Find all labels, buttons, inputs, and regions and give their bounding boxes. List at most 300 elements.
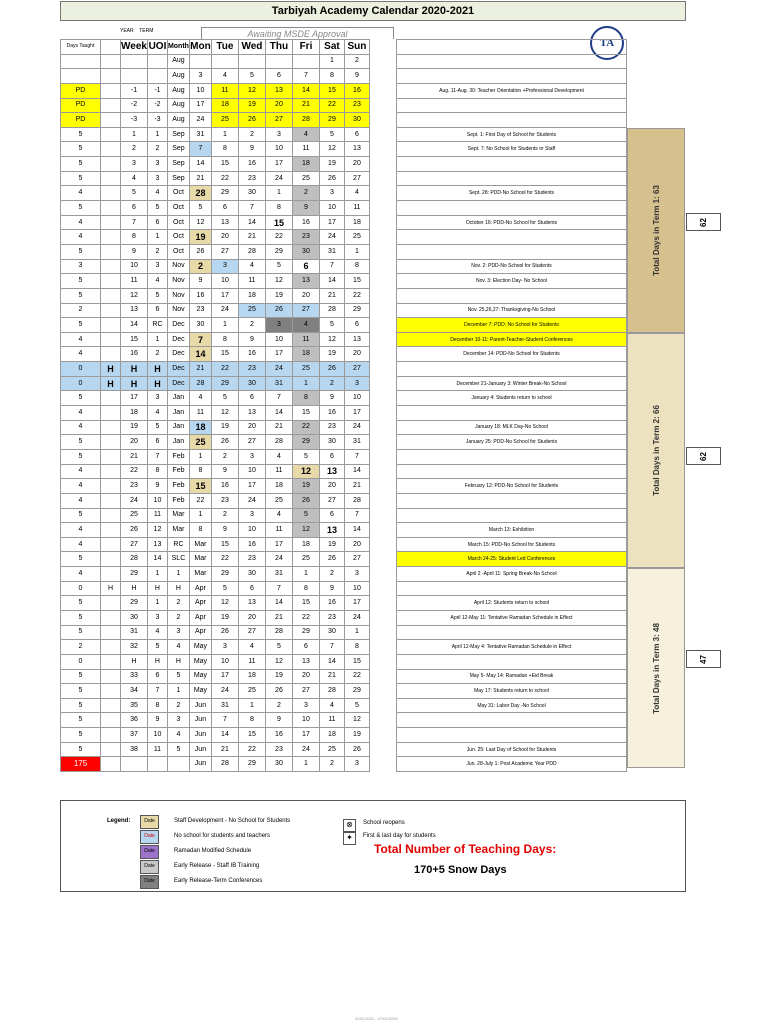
- calendar-cell: Oct: [167, 244, 189, 259]
- calendar-cell: [101, 259, 121, 274]
- calendar-cell: Dec: [167, 332, 189, 347]
- note-cell: Nov. 3: Election Day- No School: [397, 274, 627, 289]
- calendar-cell: 5: [292, 449, 319, 464]
- calendar-cell: 4: [238, 259, 265, 274]
- calendar-row: [61, 713, 422, 728]
- calendar-cell: 33: [121, 669, 148, 684]
- calendar-cell: 1: [344, 244, 369, 259]
- calendar-cell: 21: [292, 98, 319, 113]
- calendar-cell: Dec: [167, 376, 189, 391]
- calendar-cell: 4: [61, 567, 101, 582]
- calendar-cell: 20: [344, 157, 369, 172]
- calendar-cell: 6: [292, 640, 319, 655]
- calendar-cell: 5: [61, 449, 101, 464]
- note-cell: [397, 406, 627, 421]
- calendar-cell: 12: [344, 713, 369, 728]
- calendar-cell: Feb: [167, 464, 189, 479]
- calendar-cell: 22: [121, 464, 148, 479]
- header-sat: Sat: [319, 40, 344, 55]
- calendar-cell: -3: [121, 113, 148, 128]
- calendar-cell: 31: [265, 567, 292, 582]
- calendar-cell: H: [147, 376, 167, 391]
- calendar-cell: 5: [61, 625, 101, 640]
- calendar-cell: Jan: [167, 435, 189, 450]
- calendar-cell: 8: [189, 464, 211, 479]
- page-footer: 2020-2021 - 07/01/2020: [355, 1016, 398, 1021]
- calendar-cell: Feb: [167, 479, 189, 494]
- calendar-cell: 29: [121, 567, 148, 582]
- calendar-cell: 17: [211, 288, 238, 303]
- legend-swatch-ib: Date: [140, 860, 159, 874]
- calendar-cell: 5: [344, 698, 369, 713]
- calendar-cell: 1: [292, 376, 319, 391]
- calendar-cell: 8: [121, 230, 148, 245]
- calendar-cell: 11: [189, 406, 211, 421]
- calendar-cell: 24: [265, 552, 292, 567]
- calendar-row: [61, 171, 422, 186]
- calendar-cell: [101, 127, 121, 142]
- calendar-cell: 2: [167, 698, 189, 713]
- calendar-cell: 2: [61, 640, 101, 655]
- calendar-cell: [211, 54, 238, 69]
- calendar-cell: 4: [167, 640, 189, 655]
- year-term-labels: [120, 28, 170, 34]
- calendar-cell: 5: [61, 171, 101, 186]
- calendar-cell: 14: [319, 274, 344, 289]
- calendar-cell: 12: [265, 654, 292, 669]
- calendar-row: [61, 567, 422, 582]
- calendar-cell: 19: [292, 479, 319, 494]
- calendar-cell: 18: [319, 728, 344, 743]
- legend-box: [60, 800, 686, 892]
- calendar-cell: 5: [147, 288, 167, 303]
- calendar-cell: 3: [292, 698, 319, 713]
- calendar-cell: 4: [147, 625, 167, 640]
- calendar-cell: 9: [121, 244, 148, 259]
- calendar-cell: 3: [344, 757, 369, 772]
- note-cell: Sept. 28: PDD-No School for Students: [397, 186, 627, 201]
- calendar-cell: 25: [211, 113, 238, 128]
- calendar-cell: 20: [292, 288, 319, 303]
- calendar-cell: 10: [211, 274, 238, 289]
- calendar-cell: 14: [265, 406, 292, 421]
- term-3-count-text: 47: [699, 654, 708, 664]
- calendar-cell: 10: [238, 523, 265, 538]
- calendar-cell: 29: [344, 303, 369, 318]
- calendar-cell: 7: [292, 69, 319, 84]
- calendar-cell: -2: [121, 98, 148, 113]
- calendar-cell: 19: [211, 420, 238, 435]
- calendar-cell: 4: [211, 69, 238, 84]
- note-cell: February 12: PDD-No School for Students: [397, 479, 627, 494]
- calendar-cell: 14: [319, 654, 344, 669]
- calendar-cell: 31: [211, 698, 238, 713]
- calendar-cell: 1: [147, 332, 167, 347]
- calendar-title: Tarbiyah Academy Calendar 2020-2021: [60, 1, 686, 21]
- note-cell: [397, 728, 627, 743]
- note-cell: December 21-January 3: Winter Break-No School: [397, 376, 627, 391]
- calendar-cell: 6: [344, 318, 369, 333]
- calendar-cell: 2: [121, 142, 148, 157]
- calendar-cell: 29: [319, 113, 344, 128]
- calendar-cell: 12: [319, 332, 344, 347]
- calendar-cell: 4: [265, 449, 292, 464]
- calendar-cell: H: [101, 376, 121, 391]
- calendar-cell: 19: [265, 288, 292, 303]
- calendar-cell: 21: [265, 610, 292, 625]
- calendar-cell: 16: [292, 215, 319, 230]
- calendar-cell: 27: [211, 244, 238, 259]
- calendar-cell: 3: [189, 69, 211, 84]
- calendar-cell: 30: [238, 567, 265, 582]
- notes-table: [396, 39, 627, 772]
- calendar-cell: 8: [292, 391, 319, 406]
- calendar-cell: Jun: [189, 742, 211, 757]
- calendar-cell: 2: [61, 303, 101, 318]
- calendar-cell: 8: [147, 464, 167, 479]
- calendar-cell: 4: [167, 728, 189, 743]
- calendar-cell: 5: [121, 186, 148, 201]
- calendar-cell: Aug: [167, 113, 189, 128]
- calendar-cell: 14: [121, 318, 148, 333]
- calendar-cell: 2: [238, 318, 265, 333]
- calendar-cell: Jun: [189, 757, 211, 772]
- calendar-row: [61, 230, 422, 245]
- header-fri: Fri: [292, 40, 319, 55]
- note-cell: Sept. 1: First Day of School for Students: [397, 127, 627, 142]
- calendar-cell: 25: [238, 303, 265, 318]
- calendar-cell: 18: [292, 157, 319, 172]
- calendar-row: [61, 742, 422, 757]
- calendar-cell: [101, 567, 121, 582]
- calendar-cell: 4: [61, 230, 101, 245]
- calendar-cell: 4: [344, 186, 369, 201]
- calendar-cell: 3: [211, 640, 238, 655]
- calendar-cell: 8: [211, 332, 238, 347]
- calendar-cell: 9: [238, 142, 265, 157]
- term-1-label: Total Days in Term 1: 63: [651, 185, 661, 276]
- calendar-cell: 9: [211, 464, 238, 479]
- calendar-cell: 21: [189, 171, 211, 186]
- calendar-cell: 5: [61, 435, 101, 450]
- calendar-cell: 13: [292, 274, 319, 289]
- note-cell: April 12: Students return to school: [397, 596, 627, 611]
- calendar-cell: [101, 288, 121, 303]
- note-cell: [397, 362, 627, 377]
- note-cell: [397, 713, 627, 728]
- calendar-cell: 2: [167, 596, 189, 611]
- calendar-cell: Apr: [189, 610, 211, 625]
- calendar-cell: 12: [292, 523, 319, 538]
- calendar-cell: 5: [167, 669, 189, 684]
- calendar-row: [61, 391, 422, 406]
- calendar-cell: 18: [292, 537, 319, 552]
- calendar-cell: 21: [265, 420, 292, 435]
- calendar-cell: 6: [319, 508, 344, 523]
- calendar-row: [61, 654, 422, 669]
- calendar-cell: 3: [344, 567, 369, 582]
- calendar-cell: 12: [292, 464, 319, 479]
- calendar-cell: 21: [344, 479, 369, 494]
- calendar-cell: 0: [61, 362, 101, 377]
- calendar-cell: 17: [238, 479, 265, 494]
- calendar-cell: 5: [292, 508, 319, 523]
- calendar-cell: H: [121, 376, 148, 391]
- calendar-cell: 1: [189, 508, 211, 523]
- calendar-row: [61, 552, 422, 567]
- note-cell: January 18: MLK Day-No School: [397, 420, 627, 435]
- calendar-cell: 24: [121, 493, 148, 508]
- calendar-row: [61, 157, 422, 172]
- calendar-cell: 16: [121, 347, 148, 362]
- calendar-cell: 26: [211, 625, 238, 640]
- calendar-cell: 21: [319, 288, 344, 303]
- calendar-cell: PD: [61, 113, 101, 128]
- calendar-cell: 11: [265, 523, 292, 538]
- calendar-row: [61, 303, 422, 318]
- calendar-cell: 11: [238, 274, 265, 289]
- calendar-cell: 18: [344, 215, 369, 230]
- calendar-cell: 9: [292, 201, 319, 216]
- calendar-cell: [101, 420, 121, 435]
- calendar-cell: 15: [319, 83, 344, 98]
- school-reopens-icon: ⊗: [343, 819, 356, 832]
- calendar-cell: 14: [211, 728, 238, 743]
- calendar-cell: 4: [147, 274, 167, 289]
- calendar-cell: Sep: [167, 142, 189, 157]
- calendar-cell: 26: [344, 742, 369, 757]
- calendar-cell: [101, 449, 121, 464]
- calendar-cell: 15: [189, 479, 211, 494]
- calendar-cell: 35: [121, 698, 148, 713]
- calendar-cell: 31: [319, 244, 344, 259]
- calendar-cell: [101, 201, 121, 216]
- calendar-cell: 26: [319, 171, 344, 186]
- calendar-cell: 20: [344, 537, 369, 552]
- calendar-cell: 1: [344, 625, 369, 640]
- calendar-cell: 15: [211, 157, 238, 172]
- calendar-cell: [167, 757, 189, 772]
- calendar-cell: 26: [189, 244, 211, 259]
- calendar-cell: 18: [238, 669, 265, 684]
- calendar-cell: 14: [265, 596, 292, 611]
- calendar-cell: Jun: [189, 728, 211, 743]
- calendar-row: [61, 449, 422, 464]
- calendar-cell: 5: [319, 318, 344, 333]
- calendar-cell: [265, 54, 292, 69]
- calendar-cell: 12: [265, 274, 292, 289]
- calendar-cell: 32: [121, 640, 148, 655]
- calendar-cell: H: [167, 654, 189, 669]
- calendar-row: [61, 83, 422, 98]
- calendar-cell: [292, 54, 319, 69]
- calendar-cell: 23: [189, 303, 211, 318]
- calendar-cell: 20: [344, 347, 369, 362]
- calendar-cell: [121, 757, 148, 772]
- calendar-cell: 16: [238, 537, 265, 552]
- calendar-cell: 21: [189, 362, 211, 377]
- calendar-cell: 22: [238, 742, 265, 757]
- legend-swatch-pd: Date: [140, 815, 159, 829]
- calendar-cell: 10: [211, 654, 238, 669]
- calendar-cell: [101, 698, 121, 713]
- calendar-cell: Nov: [167, 259, 189, 274]
- approval-status: Awaiting MSDE Approval: [201, 27, 394, 39]
- calendar-cell: 20: [292, 669, 319, 684]
- calendar-cell: 17: [319, 215, 344, 230]
- calendar-cell: Dec: [167, 347, 189, 362]
- calendar-cell: -3: [147, 113, 167, 128]
- calendar-cell: 3: [61, 259, 101, 274]
- calendar-cell: 8: [211, 142, 238, 157]
- calendar-cell: 12: [189, 215, 211, 230]
- calendar-row: [61, 508, 422, 523]
- calendar-cell: 21: [319, 669, 344, 684]
- calendar-cell: 22: [344, 288, 369, 303]
- calendar-cell: 15: [292, 596, 319, 611]
- calendar-cell: 17: [189, 98, 211, 113]
- calendar-cell: 31: [121, 625, 148, 640]
- calendar-cell: 28: [211, 757, 238, 772]
- calendar-cell: 15: [292, 406, 319, 421]
- calendar-cell: Jun: [189, 713, 211, 728]
- calendar-cell: Aug: [167, 69, 189, 84]
- calendar-cell: 7: [147, 684, 167, 699]
- calendar-cell: Oct: [167, 186, 189, 201]
- calendar-cell: Oct: [167, 201, 189, 216]
- calendar-cell: 7: [211, 713, 238, 728]
- calendar-row: [61, 479, 422, 494]
- calendar-cell: [101, 274, 121, 289]
- calendar-cell: 0: [61, 654, 101, 669]
- calendar-row: [61, 684, 422, 699]
- calendar-cell: 15: [344, 654, 369, 669]
- calendar-cell: 26: [292, 493, 319, 508]
- calendar-cell: [101, 244, 121, 259]
- calendar-cell: 27: [319, 493, 344, 508]
- legend-item-ib: Early Release - Staff IB Training: [174, 863, 260, 869]
- calendar-cell: 27: [238, 625, 265, 640]
- calendar-cell: 14: [238, 215, 265, 230]
- calendar-cell: [238, 54, 265, 69]
- calendar-cell: 24: [344, 610, 369, 625]
- note-cell: Aug. 11-Aug. 30: Teacher Orientation +Professional Development: [397, 83, 627, 98]
- calendar-cell: 5: [61, 713, 101, 728]
- calendar-cell: 10: [147, 728, 167, 743]
- calendar-cell: 23: [319, 610, 344, 625]
- calendar-row: [61, 581, 422, 596]
- calendar-cell: PD: [61, 83, 101, 98]
- calendar-cell: 5: [265, 259, 292, 274]
- calendar-cell: 30: [344, 113, 369, 128]
- term-1-panel: [627, 128, 685, 333]
- calendar-cell: [101, 654, 121, 669]
- calendar-cell: 22: [211, 552, 238, 567]
- calendar-cell: 19: [189, 230, 211, 245]
- calendar-cell: 2: [265, 698, 292, 713]
- note-cell: [397, 157, 627, 172]
- calendar-cell: 5: [61, 508, 101, 523]
- calendar-cell: 11: [344, 201, 369, 216]
- calendar-cell: 14: [292, 83, 319, 98]
- calendar-cell: 16: [319, 406, 344, 421]
- calendar-row: [61, 537, 422, 552]
- calendar-cell: 5: [61, 142, 101, 157]
- calendar-cell: 1: [121, 127, 148, 142]
- calendar-cell: [101, 435, 121, 450]
- calendar-cell: 11: [147, 508, 167, 523]
- term-3-label: Total Days in Term 3: 48: [651, 622, 661, 714]
- calendar-cell: 22: [189, 493, 211, 508]
- calendar-row: [61, 596, 422, 611]
- calendar-cell: 24: [211, 684, 238, 699]
- note-cell: Jun. 28-July 1: Post Academic Year PDD: [397, 757, 627, 772]
- calendar-cell: 13: [319, 523, 344, 538]
- calendar-cell: May: [189, 640, 211, 655]
- calendar-cell: 2: [147, 244, 167, 259]
- legend-item-conf: Early Release-Term Conferences: [174, 878, 263, 884]
- calendar-cell: 10: [265, 332, 292, 347]
- calendar-cell: 27: [344, 552, 369, 567]
- calendar-cell: 22: [211, 171, 238, 186]
- calendar-cell: H: [147, 581, 167, 596]
- calendar-cell: 175: [61, 757, 101, 772]
- calendar-cell: 19: [319, 537, 344, 552]
- calendar-cell: Sep: [167, 171, 189, 186]
- calendar-cell: 23: [319, 420, 344, 435]
- calendar-cell: 7: [319, 259, 344, 274]
- calendar-cell: 6: [238, 391, 265, 406]
- calendar-cell: H: [167, 581, 189, 596]
- calendar-cell: 8: [265, 201, 292, 216]
- note-cell: May 17: Students return to school: [397, 684, 627, 699]
- calendar-cell: 18: [211, 98, 238, 113]
- calendar-cell: 30: [292, 244, 319, 259]
- calendar-cell: 25: [319, 742, 344, 757]
- calendar-cell: 27: [292, 303, 319, 318]
- calendar-cell: 6: [344, 127, 369, 142]
- header-uoi: UOI: [148, 41, 167, 53]
- note-cell: [397, 654, 627, 669]
- calendar-cell: 14: [147, 552, 167, 567]
- calendar-cell: 4: [61, 347, 101, 362]
- calendar-cell: 5: [211, 581, 238, 596]
- calendar-row: [61, 757, 422, 772]
- calendar-cell: 12: [319, 142, 344, 157]
- calendar-cell: 4: [238, 640, 265, 655]
- calendar-cell: 1: [167, 567, 189, 582]
- calendar-cell: 26: [265, 303, 292, 318]
- term-2-count: [686, 447, 721, 465]
- calendar-cell: 9: [189, 274, 211, 289]
- legend-swatch-ramadan: Date: [140, 845, 159, 859]
- calendar-cell: 13: [319, 464, 344, 479]
- calendar-cell: 25: [292, 362, 319, 377]
- calendar-cell: 9: [319, 391, 344, 406]
- calendar-cell: 4: [292, 127, 319, 142]
- calendar-cell: Mar: [189, 567, 211, 582]
- calendar-cell: 3: [344, 376, 369, 391]
- calendar-cell: 31: [265, 376, 292, 391]
- calendar-cell: 13: [344, 332, 369, 347]
- calendar-cell: 20: [319, 479, 344, 494]
- calendar-cell: [101, 625, 121, 640]
- calendar-cell: 4: [61, 186, 101, 201]
- calendar-cell: Oct: [167, 230, 189, 245]
- calendar-cell: 24: [319, 230, 344, 245]
- calendar-cell: 27: [292, 684, 319, 699]
- calendar-table: [60, 39, 422, 772]
